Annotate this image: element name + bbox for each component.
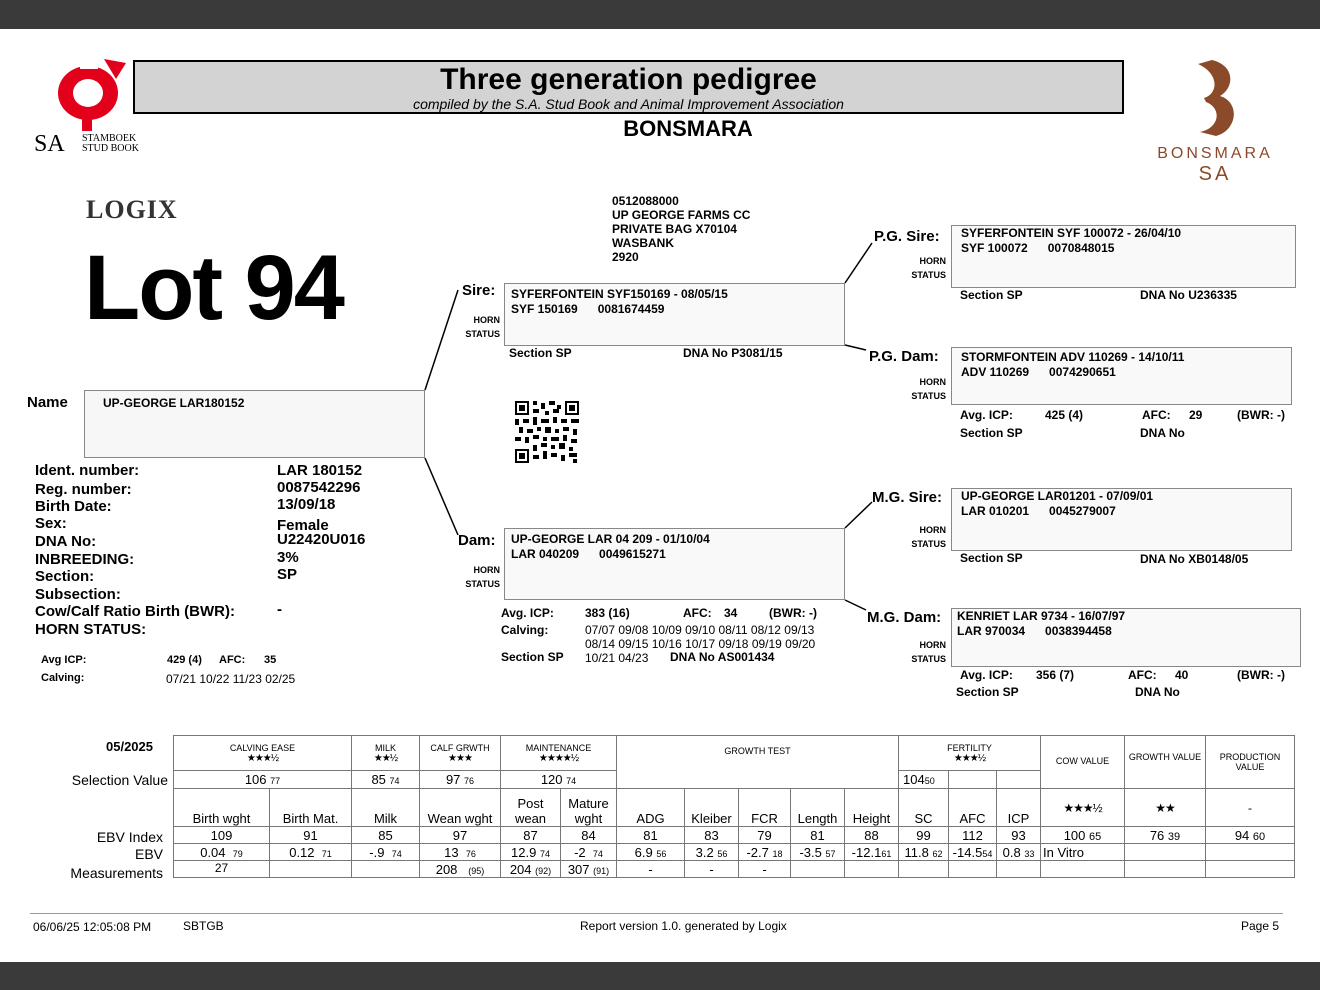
measurement-cell [352, 861, 420, 878]
ebv-cell [617, 844, 685, 861]
selection-calving-ease [174, 771, 352, 789]
footer-user: SBTGB [183, 919, 224, 933]
pg-dam-dna: DNA No [1140, 426, 1185, 440]
accuracy: 74 [566, 776, 577, 786]
mg-dam-box [951, 608, 1301, 667]
stars-icon: ★★★ [448, 752, 472, 764]
group-maintenance [501, 736, 617, 771]
value: 12.9 [511, 844, 537, 860]
value: 120 [540, 772, 563, 787]
reg-label: Reg. number: [35, 480, 132, 498]
group-label: PRODUCTION VALUE [1219, 752, 1281, 772]
pg-sire-horn-status [886, 254, 946, 282]
mg-sire-box [951, 488, 1292, 551]
value: -12.1 [851, 844, 882, 860]
dna-label: DNA No: [35, 533, 97, 550]
value: -3.5 [799, 844, 822, 860]
ebv-cell [739, 844, 791, 861]
index-cell: 85 [352, 827, 420, 844]
trait-icp: ICP [997, 789, 1041, 827]
pg-sire-dna: DNA No U236335 [1140, 288, 1237, 302]
group-calving-ease [174, 736, 352, 771]
pg-dam-afc: 29 [1189, 408, 1203, 422]
ebv-cell [949, 844, 997, 861]
logix-logo: LOGIX [86, 195, 178, 224]
dam-afc: 34 [724, 606, 738, 620]
mg-dam-avg-icp: 356 (7) [1036, 668, 1075, 682]
index-cell: 83 [685, 827, 739, 844]
trait-header-row [174, 789, 1295, 827]
animal-afc-label: AFC: [219, 654, 246, 666]
value: 0.12 [289, 844, 315, 860]
selection-fertility [899, 771, 949, 789]
page-subtitle: compiled by the S.A. Stud Book and Animal Improvement Association [413, 96, 844, 112]
dam-calving-line-2: 08/14 09/15 10/16 10/17 09/18 09/19 09/20 [585, 637, 816, 651]
stars-icon: ★★½ [373, 752, 398, 764]
measurements-label: Measurements [70, 865, 163, 881]
dam-dna: DNA No AS001434 [670, 650, 775, 664]
bonsmara-logo-sa: SA [1198, 163, 1232, 185]
trait-sc: SC [899, 789, 949, 827]
ebv-cell [501, 844, 561, 861]
index-cell: 79 [739, 827, 791, 844]
value: 94 [1234, 827, 1250, 843]
group-growth-test [617, 736, 899, 789]
ident-value: LAR 180152 [277, 462, 363, 479]
reg-value: 0087542296 [277, 478, 361, 496]
measurement-cell [561, 861, 617, 878]
index-cell: 91 [270, 827, 352, 844]
mg-dam-section: Section SP [956, 685, 1019, 699]
sa-logo-stamboek: STAMBOEK [82, 133, 137, 144]
value: 208 [435, 861, 458, 877]
ebv-values-row [174, 844, 1295, 861]
mg-dam-afc: 40 [1175, 668, 1189, 682]
sire-label: Sire: [462, 282, 496, 299]
subsection-label: Subsection: [35, 585, 121, 603]
empty-cell [1125, 844, 1206, 861]
accuracy: 54 [982, 848, 993, 859]
value: 76 [1149, 827, 1165, 843]
index-cell: 81 [791, 827, 845, 844]
section-row [35, 567, 395, 585]
bwr-label: Cow/Calf Ratio Birth (BWR): [35, 603, 235, 620]
cow-value-stars-icon: ★★★½ [1041, 789, 1125, 827]
page-title: Three generation pedigree [440, 63, 817, 96]
mg-dam-bwr: (BWR: -) [1237, 668, 1285, 682]
production-value-stars: - [1206, 789, 1295, 827]
birth-label: Birth Date: [35, 498, 112, 515]
index-cell: 109 [174, 827, 270, 844]
value: 6.9 [634, 844, 653, 860]
dam-avg-icp-label: Avg. ICP: [501, 606, 554, 620]
group-production-value [1206, 736, 1295, 789]
pg-dam-section: Section SP [960, 426, 1023, 440]
ebv-cell [561, 844, 617, 861]
selection-milk [352, 771, 420, 789]
bottom-bar [0, 962, 1320, 990]
accuracy: 56 [656, 848, 667, 859]
value: 97 [445, 772, 461, 787]
measurement-cell [997, 861, 1041, 878]
trait-fcr: FCR [739, 789, 791, 827]
sire-box [504, 283, 845, 346]
trait-milk: Milk [352, 789, 420, 827]
measurement-cell [845, 861, 899, 878]
accuracy: 39 [1167, 830, 1181, 843]
bwr-value: - [277, 601, 282, 618]
inbreeding-row [35, 550, 395, 568]
value: 0.04 [200, 844, 226, 860]
empty-cell [1206, 861, 1295, 878]
horn-text: HORN [919, 525, 946, 535]
trait-afc: AFC [949, 789, 997, 827]
sex-label: Sex: [35, 514, 67, 532]
ebv-cell [420, 844, 501, 861]
group-label: CALVING EASE [229, 742, 296, 753]
index-cell: 93 [997, 827, 1041, 844]
value: 204 [509, 861, 532, 877]
section-value: SP [277, 566, 298, 583]
dam-line-1: UP-GEORGE LAR 04 209 - 01/10/04 [511, 532, 710, 546]
growth-value-index [1125, 827, 1206, 844]
index-cell: 81 [617, 827, 685, 844]
measurement-cell [899, 861, 949, 878]
group-cow-value [1041, 736, 1125, 789]
selection-value-label: Selection Value [71, 772, 168, 788]
accuracy: 79 [232, 848, 243, 859]
pg-dam-label: P.G. Dam: [869, 348, 939, 365]
value: 3.2 [695, 844, 714, 860]
dam-box [504, 528, 845, 600]
index-cell: 87 [501, 827, 561, 844]
accuracy: (95) [468, 865, 485, 876]
mg-sire-line-2: LAR 010201 0045279007 [961, 504, 1116, 518]
owner-name: UP GEORGE FARMS CC [612, 208, 751, 222]
footer-divider [30, 913, 1283, 914]
status-text: STATUS [911, 391, 946, 401]
sire-line-1: SYFERFONTEIN SYF150169 - 08/05/15 [511, 287, 728, 301]
mg-dam-dna: DNA No [1135, 685, 1180, 699]
ebv-label: EBV [134, 846, 163, 862]
value: 307 [567, 861, 590, 877]
animal-name: UP-GEORGE LAR180152 [103, 396, 245, 410]
animal-avg-icp: 429 (4) [167, 654, 202, 666]
mg-dam-afc-label: AFC: [1128, 668, 1157, 682]
group-label: COW VALUE [1055, 756, 1110, 766]
trait-adg: ADG [617, 789, 685, 827]
animal-afc: 35 [264, 654, 277, 666]
pg-sire-label: P.G. Sire: [874, 228, 940, 245]
mg-sire-dna: DNA No XB0148/05 [1140, 552, 1249, 566]
value: 104 [903, 772, 925, 787]
pg-sire-line-2: SYF 100072 0070848015 [961, 241, 1115, 255]
trait-birth-wght: Birth wght [174, 789, 270, 827]
pg-dam-line-2: ADV 110269 0074290651 [961, 365, 1116, 379]
ebv-cell [352, 844, 420, 861]
reg-row [35, 480, 395, 498]
pg-dam-bwr: (BWR: -) [1237, 408, 1285, 422]
group-label: MAINTENANCE [525, 742, 592, 753]
owner-postcode: 2920 [612, 250, 639, 264]
value: -.9 [369, 844, 385, 860]
owner-address-2: WASBANK [612, 236, 674, 250]
accuracy: 33 [1024, 848, 1035, 859]
trait-length: Length [791, 789, 845, 827]
accuracy: 76 [465, 848, 476, 859]
pg-dam-avg-icp: 425 (4) [1045, 408, 1084, 422]
measurement-cell: - [685, 861, 739, 878]
pg-sire-box [951, 225, 1296, 288]
ebv-cell [997, 844, 1041, 861]
dam-bwr: (BWR: -) [769, 606, 817, 620]
lot-number: Lot 94 [84, 237, 343, 339]
horn-text: HORN [473, 565, 500, 575]
ebv-date: 05/2025 [106, 739, 153, 754]
group-label: GROWTH TEST [724, 746, 791, 756]
owner-code: 0512088000 [612, 194, 679, 208]
pg-sire-section: Section SP [960, 288, 1023, 302]
value: 13 [444, 844, 459, 860]
ident-row [35, 462, 395, 480]
mg-dam-line-1: KENRIET LAR 9734 - 16/07/97 [957, 609, 1126, 623]
accuracy: (92) [535, 865, 552, 876]
ebv-cell [270, 844, 352, 861]
value: 100 [1063, 827, 1086, 843]
accuracy: 60 [1252, 830, 1266, 843]
trait-birth-mat: Birth Mat. [270, 789, 352, 827]
sex-row [35, 515, 395, 533]
footer-report: Report version 1.0. generated by Logix [580, 919, 787, 933]
inbreeding-value: 3% [277, 548, 299, 566]
mg-sire-section: Section SP [960, 551, 1023, 565]
footer-datetime: 06/06/25 12:05:08 PM [33, 920, 152, 934]
stars-icon: ★★★½ [953, 752, 986, 764]
measurement-cell [501, 861, 561, 878]
dna-value: U22420U016 [277, 531, 366, 548]
group-fertility [899, 736, 1041, 771]
index-cell: 84 [561, 827, 617, 844]
horn-text: HORN [919, 256, 946, 266]
measurement-cell: 27 [174, 861, 270, 878]
pg-sire-line-1: SYFERFONTEIN SYF 100072 - 26/04/10 [961, 226, 1182, 240]
pg-dam-avg-icp-label: Avg. ICP: [960, 408, 1013, 422]
group-label: CALF GRWTH [430, 742, 490, 753]
measurement-cell [270, 861, 352, 878]
dam-afc-label: AFC: [683, 606, 712, 620]
bwr-row [35, 602, 395, 620]
accuracy: 71 [321, 848, 332, 859]
ebv-cell [685, 844, 739, 861]
value: -2 [574, 844, 586, 860]
mg-dam-label: M.G. Dam: [867, 609, 942, 626]
trait-kleiber: Kleiber [685, 789, 739, 827]
status-text: STATUS [465, 329, 500, 339]
empty-cell [1041, 861, 1125, 878]
dam-line-2: LAR 040209 0049615271 [511, 547, 666, 561]
mg-sire-horn-status [886, 523, 946, 551]
ebv-note: In Vitro [1041, 844, 1125, 861]
index-cell: 97 [420, 827, 501, 844]
pg-dam-horn-status [886, 375, 946, 403]
accuracy: 18 [772, 848, 783, 859]
value: -14.5 [952, 844, 983, 860]
accuracy: 65 [1089, 830, 1102, 843]
accuracy: 56 [717, 848, 728, 859]
measurement-cell: - [617, 861, 685, 878]
sire-line-2: SYF 150169 0081674459 [511, 302, 665, 316]
value: 106 [244, 772, 267, 787]
status-text: STATUS [911, 654, 946, 664]
measurement-cell [420, 861, 501, 878]
ebv-cell [174, 844, 270, 861]
group-label: FERTILITY [947, 742, 992, 753]
ebv-index-label: EBV Index [96, 829, 163, 845]
section-label: Section: [35, 568, 95, 585]
stars-icon: ★★★★½ [538, 752, 579, 764]
mg-dam-avg-icp-label: Avg. ICP: [960, 668, 1013, 682]
footer-page: Page 5 [1241, 919, 1280, 933]
dna-row [35, 532, 395, 550]
index-cell: 112 [949, 827, 997, 844]
dam-calving-line-3: 10/21 04/23 [585, 651, 649, 665]
accuracy: 74 [539, 848, 550, 859]
sire-dna: DNA No P3081/15 [683, 346, 783, 360]
owner-address-1: PRIVATE BAG X70104 [612, 222, 737, 236]
trait-post-wean: Post wean [501, 789, 561, 827]
birth-value: 13/09/18 [277, 496, 336, 513]
status-text: STATUS [465, 579, 500, 589]
birth-row [35, 497, 395, 515]
pg-dam-box [951, 347, 1292, 405]
pg-dam-afc-label: AFC: [1142, 408, 1171, 422]
bonsmara-logo-text: BONSMARA [1157, 145, 1273, 162]
sire-horn-status [440, 313, 500, 341]
empty-cell [949, 771, 997, 789]
stars-icon: ★★★½ [246, 752, 279, 764]
ebv-cell [899, 844, 949, 861]
status-text: STATUS [911, 539, 946, 549]
measurements-row [174, 861, 1295, 878]
animal-calving-label: Calving: [41, 672, 85, 684]
value: -2.7 [746, 844, 769, 860]
mg-sire-line-1: UP-GEORGE LAR01201 - 07/09/01 [961, 489, 1154, 503]
group-label: GROWTH VALUE [1128, 752, 1202, 762]
ident-label: Ident. number: [35, 462, 140, 479]
value: 11.8 [904, 844, 929, 860]
sa-logo-text: SA [34, 131, 65, 157]
mg-dam-horn-status [886, 638, 946, 666]
accuracy: 76 [464, 776, 475, 786]
mg-sire-label: M.G. Sire: [872, 489, 943, 506]
ebv-index-row [174, 827, 1295, 844]
accuracy: 62 [932, 848, 943, 859]
group-label: MILK [374, 742, 396, 753]
dam-calving-line-1: 07/07 09/08 10/09 09/10 08/11 08/12 09/13 [585, 623, 815, 637]
empty-cell [997, 771, 1041, 789]
dam-avg-icp: 383 (16) [585, 606, 630, 620]
dam-label: Dam: [458, 532, 496, 549]
accuracy: 77 [270, 776, 281, 786]
trait-wean-wght: Wean wght [420, 789, 501, 827]
qr-code-icon [515, 401, 579, 463]
horn-label: HORN STATUS: [35, 620, 147, 638]
name-label: Name [27, 394, 68, 411]
selection-maintenance [501, 771, 617, 789]
horn-text: HORN [919, 640, 946, 650]
index-cell: 88 [845, 827, 899, 844]
accuracy: 57 [825, 848, 836, 859]
animal-avg-icp-label: Avg ICP: [41, 654, 87, 666]
subsection-row [35, 585, 395, 603]
dam-calving-label: Calving: [501, 623, 549, 637]
animal-calving: 07/21 10/22 11/23 02/25 [166, 672, 296, 686]
ebv-cell [845, 844, 899, 861]
accuracy: 50 [924, 776, 935, 786]
animal-name-box [84, 390, 425, 458]
accuracy: 61 [881, 848, 892, 859]
horn-row [35, 620, 395, 638]
pg-dam-line-1: STORMFONTEIN ADV 110269 - 14/10/11 [961, 350, 1185, 364]
horn-text: HORN [919, 377, 946, 387]
empty-cell [1206, 844, 1295, 861]
cow-value-index [1041, 827, 1125, 844]
selection-calf-growth [420, 771, 501, 789]
ebv-table [173, 735, 1295, 878]
horn-text: HORN [473, 315, 500, 325]
growth-value-stars-icon: ★★ [1125, 789, 1206, 827]
measurement-cell [791, 861, 845, 878]
group-milk [352, 736, 420, 771]
ebv-cell [791, 844, 845, 861]
trait-mature-wght: Mature wght [561, 789, 617, 827]
group-growth-value [1125, 736, 1206, 789]
breed-title: BONSMARA [623, 116, 753, 141]
ident-fields [35, 462, 395, 637]
dam-horn-status [440, 563, 500, 591]
mg-dam-line-2: LAR 970034 0038394458 [957, 624, 1112, 638]
trait-height: Height [845, 789, 899, 827]
accuracy: (91) [593, 865, 610, 876]
accuracy: 74 [391, 848, 402, 859]
sire-section: Section SP [509, 346, 572, 360]
sex-value: Female [277, 516, 329, 534]
value: 85 [371, 772, 386, 787]
index-cell: 99 [899, 827, 949, 844]
sa-logo-studbook: STUD BOOK [82, 143, 139, 154]
empty-cell [1125, 861, 1206, 878]
dam-section: Section SP [501, 650, 564, 664]
accuracy: 74 [389, 776, 400, 786]
value: 0.8 [1002, 844, 1021, 860]
production-value-index [1206, 827, 1295, 844]
accuracy: 74 [592, 848, 603, 859]
status-text: STATUS [911, 270, 946, 280]
group-calf-growth [420, 736, 501, 771]
inbreeding-label: INBREEDING: [35, 550, 135, 568]
measurement-cell: - [739, 861, 791, 878]
measurement-cell [949, 861, 997, 878]
